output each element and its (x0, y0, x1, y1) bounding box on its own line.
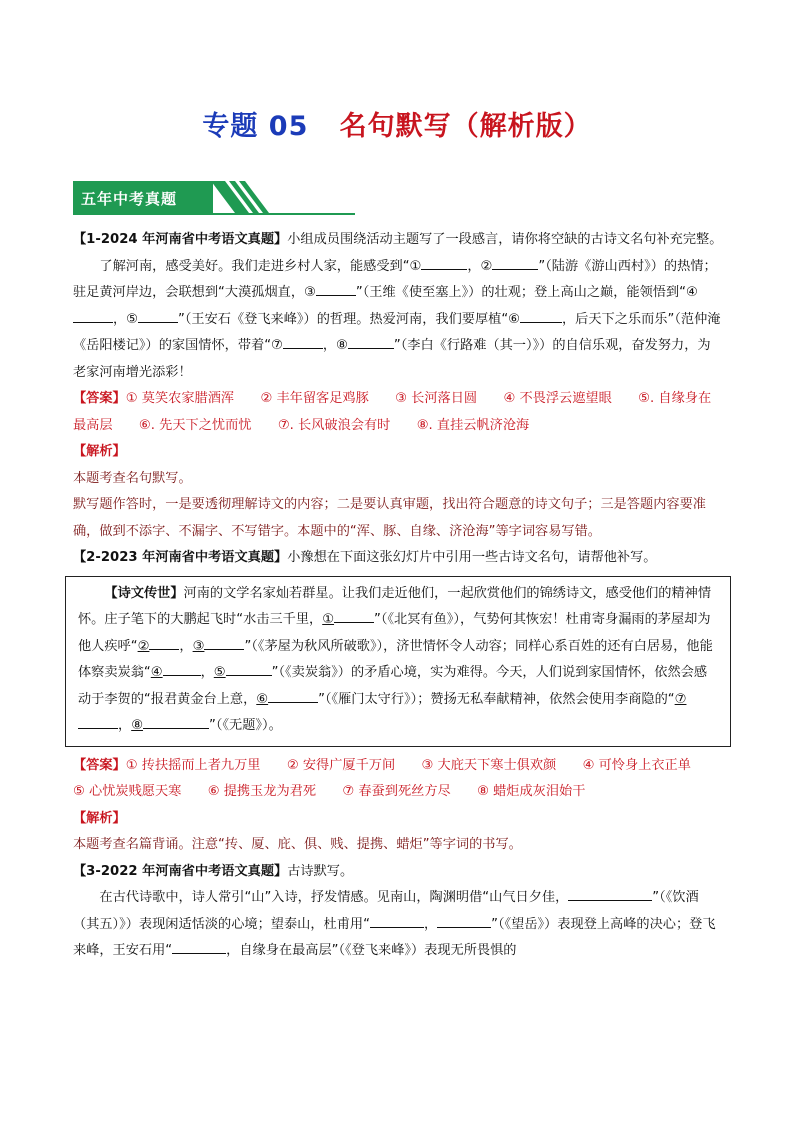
q2-analysis-1: 本题考查名篇背诵。注意“抟、厦、庇、俱、贱、提携、蜡炬”等字词的书写。 (73, 837, 522, 852)
q1-stem: 【1-2024 年河南省中考语文真题】小组成员围绕活动主题写了一段感言，请你将空缺的古诗文名句补充完整。 (73, 232, 723, 247)
q2-analysis-label: 【解析】 (73, 810, 126, 826)
banner-underline (73, 213, 355, 215)
q1-analysis-label: 【解析】 (73, 444, 126, 459)
q2-answer: 【答案】① 抟扶摇而上者九万里 ② 安得广厦千万间 ③ 大庇天下寒士俱欢颜 ④ 可怜身上衣正单 ⑤ 心忧炭贱愿天寒 ⑥ 提携玉龙为君死 ⑦ 春蚕到死丝方尽 ⑧ 蜡炬成灰泪始干 (73, 757, 718, 799)
banner-stripes-icon (211, 181, 281, 215)
document-body (73, 227, 723, 965)
q1-passage: 了解河南，感受美好。我们走进乡村人家，能感受到“① ，② ”（陆游《游山西村》）的热情；驻足黄河岸边，会联想到“大漠孤烟直，③ ”（王维《使至塞上》）的壮观；登上高山之巅，能领悟到“④，⑤ ”（王安石《登飞来峰》）的哲理。热爱河南，我们要厚植“⑥ ，后天下之乐而乐”（范仲淹《岳阳楼记》）的家国情怀，带着“⑦ ，⑧ ”（李白《行路难（其一）》）的自信乐观，奋发努力，为老家河南增光添彩！ (73, 254, 723, 387)
q1-tag: 【1-2024 年河南省中考语文真题】 (73, 232, 288, 247)
q1-analysis-1: 本题考查名句默写。 (73, 470, 192, 486)
q3-stem: 【3-2022 年河南省中考语文真题】古诗默写。 (73, 863, 354, 879)
section-banner (73, 181, 355, 215)
page-title (0, 104, 794, 143)
q2-tag: 【2-2023 年河南省中考语文真题】 (73, 550, 288, 565)
q3-tag: 【3-2022 年河南省中考语文真题】 (73, 863, 288, 879)
q2-slide-text: 【诗文传世】河南的文学名家灿若群星。让我们走近他们，一起欣赏他们的锦绣诗文，感受他们的精神情怀。庄子笔下的大鹏起飞时“水击三千里，① ”（《北冥有鱼》），气势何其恢宏！杜甫寄身漏雨的茅屋却为他人疾呼“② ，③ ”（《茅屋为秋风所破歌》），济世情怀令人动容；同样心系百姓的还有白居易，他能体察卖炭翁“④ ，⑤ ”（《卖炭翁》）的矛盾心境，实为难得。今天，人们说到家国情怀，依然会感动于李贺的“报君黄金台上意，⑥ ”（《雁门太守行》）；赞扬无私奉献精神，依然会使用李商隐的“⑦，⑧ ”（《无题》）。 (78, 585, 713, 733)
q2-slide-box (65, 576, 731, 747)
q3-passage: 在古代诗歌中，诗人常引“山”入诗，抒发情感。见南山，陶渊明借“山气日夕佳， ”（《饮酒（其五）》）表现闲适恬淡的心境；望泰山，杜甫用“ ， ”（《望岳》）表现登上高峰的决心；登飞来峰，王安石用“ ，自缘身在最高层”（《登飞来峰》）表现无所畏惧的 (73, 885, 723, 965)
banner-label: 五年中考真题 (81, 190, 178, 208)
q1-answer: 【答案】① 莫笑农家腊酒浑 ② 丰年留客足鸡豚 ③ 长河落日圆 ④ 不畏浮云遮望眼 ⑤. 自缘身在最高层 ⑥. 先天下之忧而忧 ⑦. 长风破浪会有时 ⑧. 直挂云帆济沧海 (73, 391, 712, 433)
q1-analysis-2: 默写题作答时，一是要透彻理解诗文的内容；二是要认真审题，找出符合题意的诗文句子；三是答题内容要准确，做到不添字、不漏字、不写错字。本题中的“浑、豚、自缘、济沧海”等字词容易写错。 (73, 497, 706, 539)
title-topic: 专题 05 (202, 111, 309, 142)
q2-stem: 【2-2023 年河南省中考语文真题】小豫想在下面这张幻灯片中引用一些古诗文名句，请帮他补写。 (73, 550, 657, 565)
title-subject: 名句默写（解析版） (339, 111, 592, 142)
